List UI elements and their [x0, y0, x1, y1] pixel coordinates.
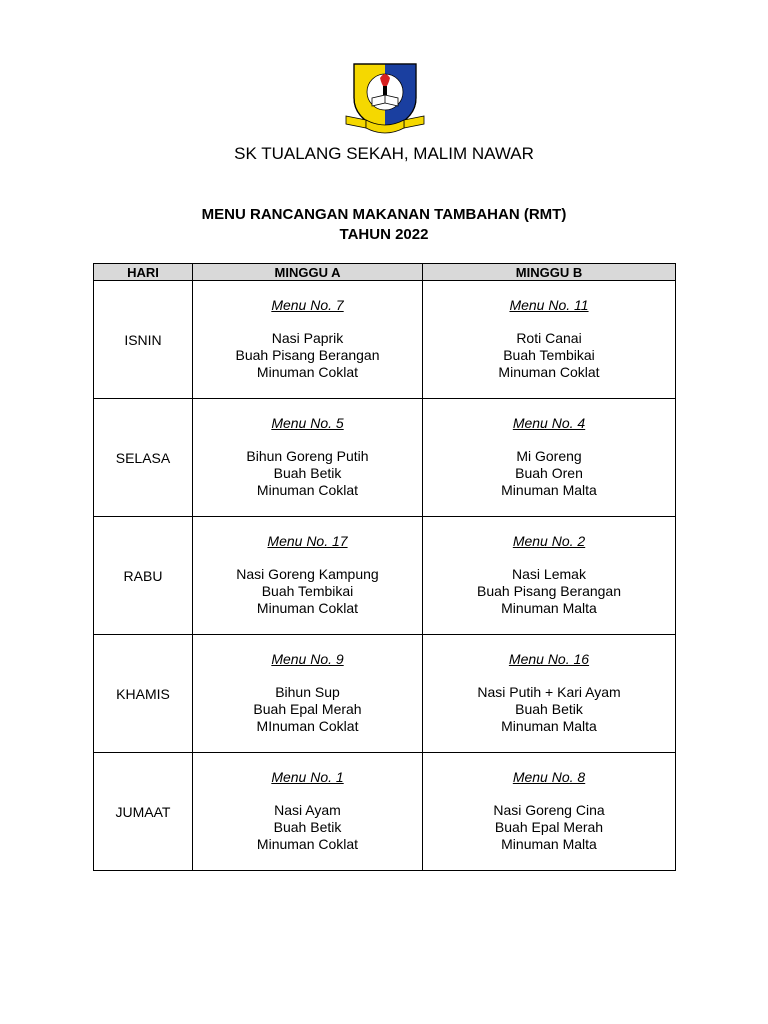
day-cell: KHAMIS	[94, 635, 193, 753]
week-a-cell	[193, 281, 423, 399]
week-a-cell	[193, 399, 423, 517]
menu-items	[423, 802, 675, 853]
menu-items	[423, 566, 675, 617]
menu-item: Buah Pisang Berangan	[477, 583, 621, 599]
menu-item: Buah Tembikai	[503, 347, 595, 363]
menu-item: Minuman Malta	[501, 482, 597, 498]
menu-items	[423, 684, 675, 735]
title-line-1: MENU RANCANGAN MAKANAN TAMBAHAN (RMT)	[201, 206, 567, 223]
menu-number: Menu No. 9	[271, 651, 344, 667]
header-minggu-a: MINGGU A	[193, 264, 423, 281]
header-hari: HARI	[94, 264, 193, 281]
title-line-2: TAHUN 2022	[339, 226, 429, 243]
menu-item: Buah Betik	[273, 819, 342, 835]
menu-number: Menu No. 7	[271, 297, 344, 313]
menu-item: Bihun Goreng Putih	[246, 448, 369, 464]
menu-item: Minuman Coklat	[256, 364, 359, 380]
menu-number: Menu No. 16	[508, 651, 590, 667]
menu-item: Minuman Coklat	[256, 482, 359, 498]
menu-number: Menu No. 2	[512, 533, 586, 549]
menu-item: Buah Pisang Berangan	[235, 347, 380, 363]
menu-items	[423, 330, 675, 381]
menu-items	[193, 566, 422, 617]
day-cell: SELASA	[94, 399, 193, 517]
menu-item: Minuman Malta	[501, 600, 597, 616]
week-b-cell	[423, 281, 676, 399]
week-b-cell	[423, 399, 676, 517]
menu-item: MInuman Coklat	[256, 718, 359, 734]
menu-item: Minuman Coklat	[256, 836, 359, 852]
menu-number: Menu No. 4	[512, 415, 586, 431]
table-row	[94, 517, 676, 635]
menu-table	[93, 263, 676, 871]
menu-items	[193, 330, 422, 381]
menu-items	[423, 448, 675, 499]
week-a-cell	[193, 517, 423, 635]
menu-item: Buah Epal Merah	[494, 819, 604, 835]
table-header-row	[94, 264, 676, 281]
menu-number: Menu No. 17	[267, 533, 348, 549]
menu-items	[193, 684, 422, 735]
menu-number: Menu No. 11	[509, 297, 589, 313]
menu-item: Nasi Goreng Cina	[493, 802, 605, 818]
menu-item: Minuman Malta	[501, 718, 597, 734]
day-cell: RABU	[94, 517, 193, 635]
menu-items	[193, 802, 422, 853]
menu-items	[193, 448, 422, 499]
week-b-cell	[423, 517, 676, 635]
menu-item: Minuman Coklat	[256, 600, 359, 616]
menu-item: Buah Tembikai	[261, 583, 354, 599]
menu-item: Roti Canai	[516, 330, 582, 346]
table-row	[94, 399, 676, 517]
week-a-cell	[193, 753, 423, 871]
menu-item: Buah Betik	[273, 465, 342, 481]
menu-item: Mi Goreng	[516, 448, 582, 464]
menu-item: Nasi Goreng Kampung	[236, 566, 379, 582]
menu-item: Minuman Malta	[501, 836, 597, 852]
menu-item: Buah Betik	[515, 701, 583, 717]
menu-item: Buah Epal Merah	[253, 701, 362, 717]
week-a-cell	[193, 635, 423, 753]
menu-item: Nasi Putih + Kari Ayam	[477, 684, 621, 700]
menu-item: Nasi Ayam	[274, 802, 341, 818]
menu-item: Bihun Sup	[275, 684, 340, 700]
table-row	[94, 635, 676, 753]
header-minggu-b: MINGGU B	[423, 264, 676, 281]
week-b-cell	[423, 753, 676, 871]
menu-number: Menu No. 1	[271, 769, 344, 785]
day-cell: ISNIN	[94, 281, 193, 399]
document-title	[0, 205, 768, 245]
table-row	[94, 753, 676, 871]
menu-item: Nasi Paprik	[271, 330, 344, 346]
menu-item: Minuman Coklat	[498, 364, 600, 380]
table-row	[94, 281, 676, 399]
menu-number: Menu No. 8	[512, 769, 586, 785]
school-name: SK TUALANG SEKAH, MALIM NAWAR	[234, 144, 534, 163]
menu-item: Nasi Lemak	[512, 566, 586, 582]
school-crest-logo	[344, 58, 426, 138]
day-cell: JUMAAT	[94, 753, 193, 871]
menu-item: Buah Oren	[515, 465, 583, 481]
week-b-cell	[423, 635, 676, 753]
menu-number: Menu No. 5	[271, 415, 344, 431]
